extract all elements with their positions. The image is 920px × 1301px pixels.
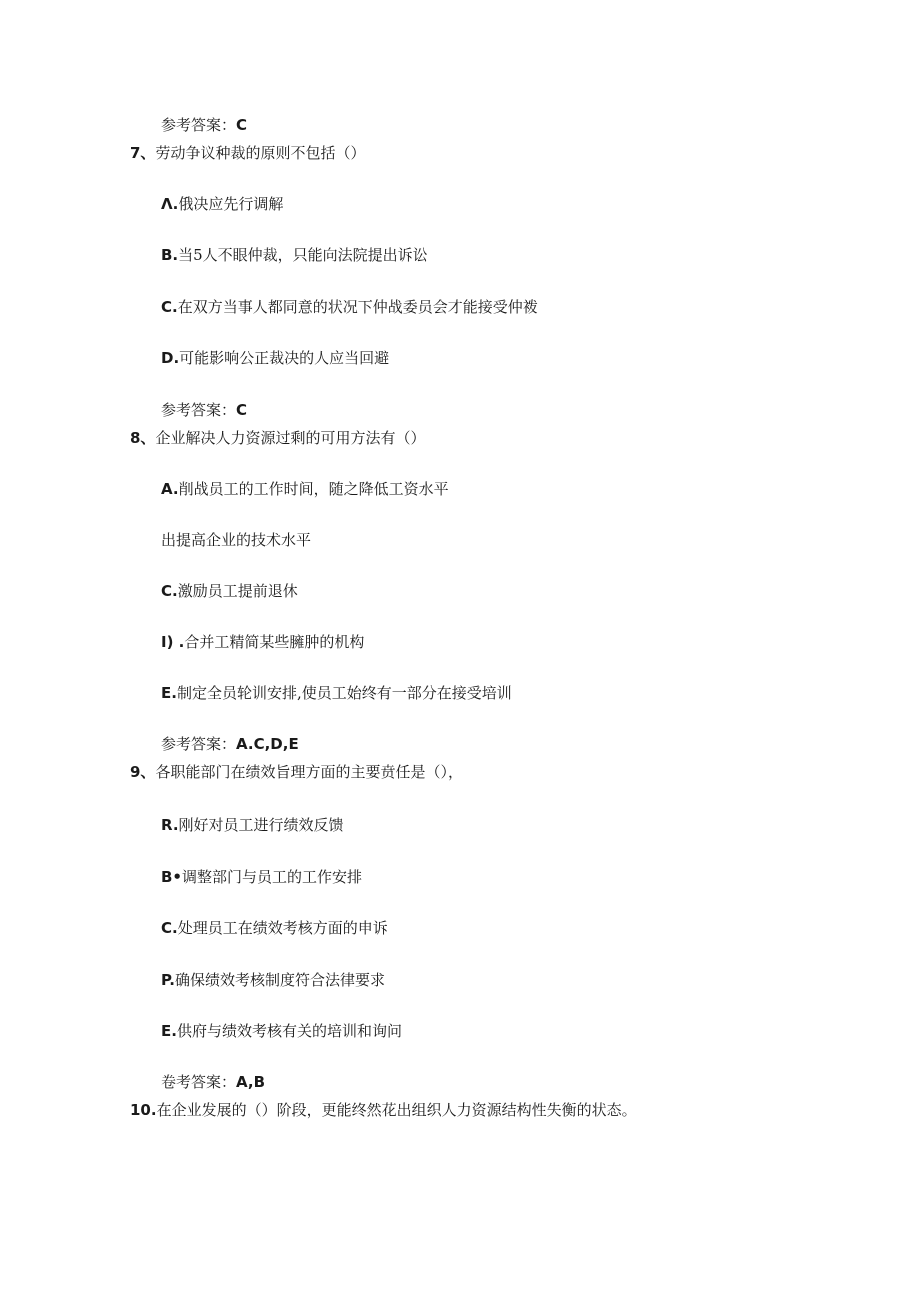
option-line: R.刚好对员工进行绩效反馈 <box>161 816 344 834</box>
question-9: 9、各职能部门在绩效旨理方面的主要贲任是（）， <box>130 763 463 781</box>
option-line: 出提高企业的技术水平 <box>161 531 312 549</box>
option-line: C.处理员工在绩效考核方面的申诉 <box>161 919 388 937</box>
option-line: C.激励员工提前退休 <box>161 582 298 600</box>
option-line: I) .合并工精简某些臃肿的机构 <box>161 633 365 651</box>
option-line: E.供府与绩效考核有关的培训和询问 <box>161 1022 402 1040</box>
question-10: 10.在企业发展的（）阶段，更能终然花出组织人力资源结构性失衡的状态。 <box>130 1101 637 1119</box>
option-line: B.当5人不眼仲裁，只能向法院提出诉讼 <box>161 246 428 264</box>
answer-line: 参考答案：A.C,D,E <box>161 735 299 753</box>
option-line: C.在双方当事人都同意的状况下仲战委员会才能接受仲袯 <box>161 298 538 316</box>
option-line: D.可能影响公正裁决的人应当回避 <box>161 349 390 367</box>
question-8: 8、企业解决人力资源过剩的可用方法有（） <box>130 429 426 447</box>
answer-line: 卷考答案：A,B <box>161 1073 266 1091</box>
answer-line: 参考答案：C <box>161 401 248 419</box>
option-line: A.削战员工的工作时间，随之降低工资水平 <box>161 480 449 498</box>
option-line: P.确保绩效考核制度符合法律要求 <box>161 971 385 989</box>
option-line: E.制定全员轮训安排,使员工始终有一部分在接受培训 <box>161 684 512 702</box>
option-line: B•调整部门与员工的工作安排 <box>161 868 363 886</box>
option-line: Λ.俄决应先行调解 <box>161 195 284 213</box>
answer-line: 参考答案：C <box>161 116 248 134</box>
question-7: 7、劳动争议种裁的原则不包括（） <box>130 144 366 162</box>
